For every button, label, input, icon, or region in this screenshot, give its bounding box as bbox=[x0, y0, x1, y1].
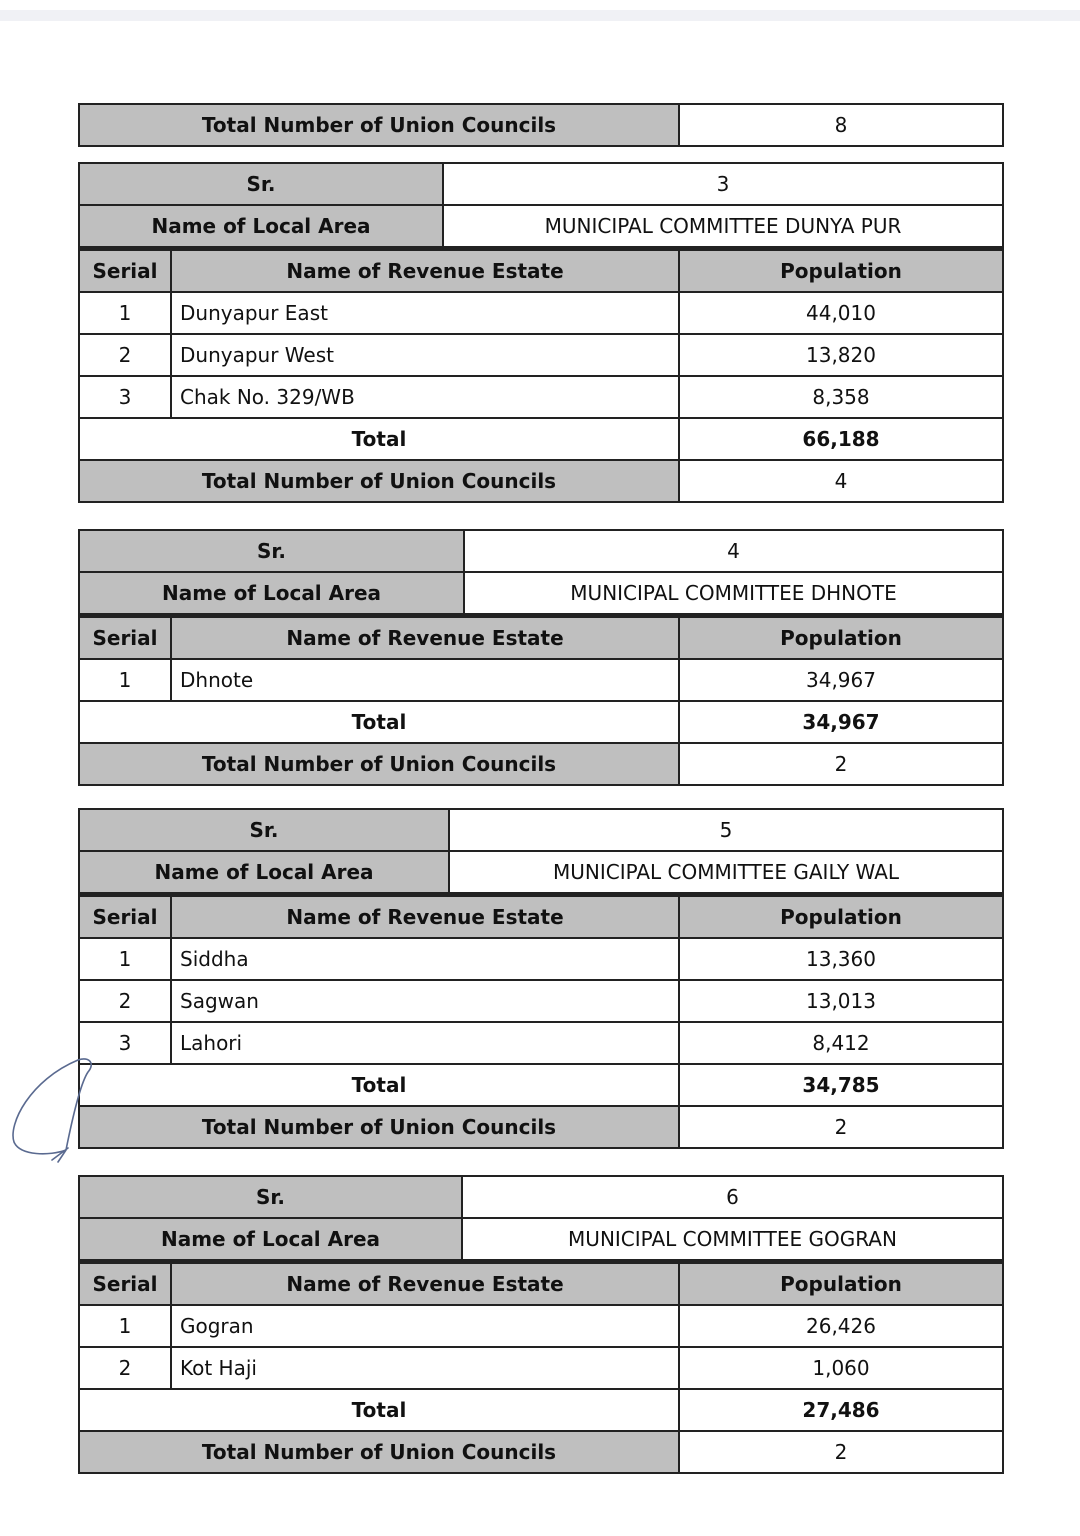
union-councils-value: 4 bbox=[679, 460, 1003, 502]
serial-cell: 3 bbox=[79, 376, 171, 418]
table-row bbox=[79, 376, 1003, 418]
sr-value: 5 bbox=[449, 809, 1003, 851]
sr-label: Sr. bbox=[79, 1176, 462, 1218]
population-header: Population bbox=[679, 1263, 1003, 1306]
top-strip bbox=[0, 10, 1080, 21]
local-area-label: Name of Local Area bbox=[79, 205, 443, 247]
table-row bbox=[79, 659, 1003, 701]
union-councils-row bbox=[79, 460, 1003, 502]
total-row bbox=[79, 1064, 1003, 1106]
revenue-estate-header: Name of Revenue Estate bbox=[171, 617, 679, 660]
local-area-label: Name of Local Area bbox=[79, 1218, 462, 1260]
population-cell: 26,426 bbox=[679, 1305, 1003, 1347]
union-councils-label: Total Number of Union Councils bbox=[79, 1106, 679, 1148]
table-header-row bbox=[79, 896, 1003, 939]
estate-cell: Dhnote bbox=[171, 659, 679, 701]
union-councils-label: Total Number of Union Councils bbox=[79, 460, 679, 502]
serial-header: Serial bbox=[79, 1263, 171, 1306]
population-cell: 1,060 bbox=[679, 1347, 1003, 1389]
table-row bbox=[79, 292, 1003, 334]
union-councils-value: 2 bbox=[679, 1106, 1003, 1148]
total-value: 34,785 bbox=[679, 1064, 1003, 1106]
serial-header: Serial bbox=[79, 617, 171, 660]
table-row bbox=[79, 1022, 1003, 1064]
population-cell: 8,412 bbox=[679, 1022, 1003, 1064]
union-councils-row bbox=[79, 1106, 1003, 1148]
serial-cell: 3 bbox=[79, 1022, 171, 1064]
total-row bbox=[79, 418, 1003, 460]
estate-cell: Kot Haji bbox=[171, 1347, 679, 1389]
union-councils-value: 8 bbox=[679, 104, 1003, 146]
total-row bbox=[79, 1389, 1003, 1431]
union-councils-value: 2 bbox=[679, 1431, 1003, 1473]
sr-value: 6 bbox=[462, 1176, 1003, 1218]
total-label: Total bbox=[79, 701, 679, 743]
estate-cell: Lahori bbox=[171, 1022, 679, 1064]
estate-cell: Gogran bbox=[171, 1305, 679, 1347]
table-row bbox=[79, 334, 1003, 376]
sr-label: Sr. bbox=[79, 809, 449, 851]
total-value: 27,486 bbox=[679, 1389, 1003, 1431]
union-councils-row bbox=[79, 1431, 1003, 1473]
section-dhnote bbox=[78, 529, 1002, 786]
local-area-value: MUNICIPAL COMMITTEE DHNOTE bbox=[464, 572, 1003, 614]
population-cell: 44,010 bbox=[679, 292, 1003, 334]
population-header: Population bbox=[679, 250, 1003, 293]
local-area-label: Name of Local Area bbox=[79, 572, 464, 614]
table-header-row bbox=[79, 1263, 1003, 1306]
union-councils-row bbox=[79, 743, 1003, 785]
section-gogran bbox=[78, 1175, 1002, 1474]
table-header-row bbox=[79, 617, 1003, 660]
estate-cell: Chak No. 329/WB bbox=[171, 376, 679, 418]
total-label: Total bbox=[79, 1064, 679, 1106]
estate-cell: Dunyapur East bbox=[171, 292, 679, 334]
local-area-label: Name of Local Area bbox=[79, 851, 449, 893]
population-cell: 8,358 bbox=[679, 376, 1003, 418]
union-councils-label: Total Number of Union Councils bbox=[79, 1431, 679, 1473]
section-dunya-pur bbox=[78, 162, 1002, 503]
union-councils-label: Total Number of Union Councils bbox=[79, 743, 679, 785]
local-area-value: MUNICIPAL COMMITTEE GAILY WAL bbox=[449, 851, 1003, 893]
estate-cell: Siddha bbox=[171, 938, 679, 980]
population-cell: 13,360 bbox=[679, 938, 1003, 980]
serial-cell: 2 bbox=[79, 1347, 171, 1389]
table-row bbox=[79, 980, 1003, 1022]
population-header: Population bbox=[679, 617, 1003, 660]
population-cell: 13,820 bbox=[679, 334, 1003, 376]
local-area-value: MUNICIPAL COMMITTEE GOGRAN bbox=[462, 1218, 1003, 1260]
serial-cell: 1 bbox=[79, 1305, 171, 1347]
section-gaily-wal bbox=[78, 808, 1002, 1149]
sr-value: 4 bbox=[464, 530, 1003, 572]
table-row bbox=[79, 938, 1003, 980]
local-area-value: MUNICIPAL COMMITTEE DUNYA PUR bbox=[443, 205, 1003, 247]
table-row bbox=[79, 1347, 1003, 1389]
table-header-row bbox=[79, 250, 1003, 293]
total-value: 66,188 bbox=[679, 418, 1003, 460]
serial-cell: 2 bbox=[79, 334, 171, 376]
serial-cell: 1 bbox=[79, 938, 171, 980]
total-label: Total bbox=[79, 418, 679, 460]
serial-cell: 1 bbox=[79, 292, 171, 334]
serial-cell: 2 bbox=[79, 980, 171, 1022]
total-value: 34,967 bbox=[679, 701, 1003, 743]
previous-section-union-councils bbox=[78, 103, 1002, 147]
revenue-estate-header: Name of Revenue Estate bbox=[171, 250, 679, 293]
estate-cell: Sagwan bbox=[171, 980, 679, 1022]
sr-label: Sr. bbox=[79, 163, 443, 205]
union-councils-value: 2 bbox=[679, 743, 1003, 785]
estate-cell: Dunyapur West bbox=[171, 334, 679, 376]
revenue-estate-header: Name of Revenue Estate bbox=[171, 1263, 679, 1306]
serial-header: Serial bbox=[79, 896, 171, 939]
population-header: Population bbox=[679, 896, 1003, 939]
table-row bbox=[79, 1305, 1003, 1347]
total-label: Total bbox=[79, 1389, 679, 1431]
sr-label: Sr. bbox=[79, 530, 464, 572]
revenue-estate-header: Name of Revenue Estate bbox=[171, 896, 679, 939]
serial-header: Serial bbox=[79, 250, 171, 293]
serial-cell: 1 bbox=[79, 659, 171, 701]
population-cell: 13,013 bbox=[679, 980, 1003, 1022]
total-row bbox=[79, 701, 1003, 743]
sr-value: 3 bbox=[443, 163, 1003, 205]
population-cell: 34,967 bbox=[679, 659, 1003, 701]
union-councils-label: Total Number of Union Councils bbox=[79, 104, 679, 146]
